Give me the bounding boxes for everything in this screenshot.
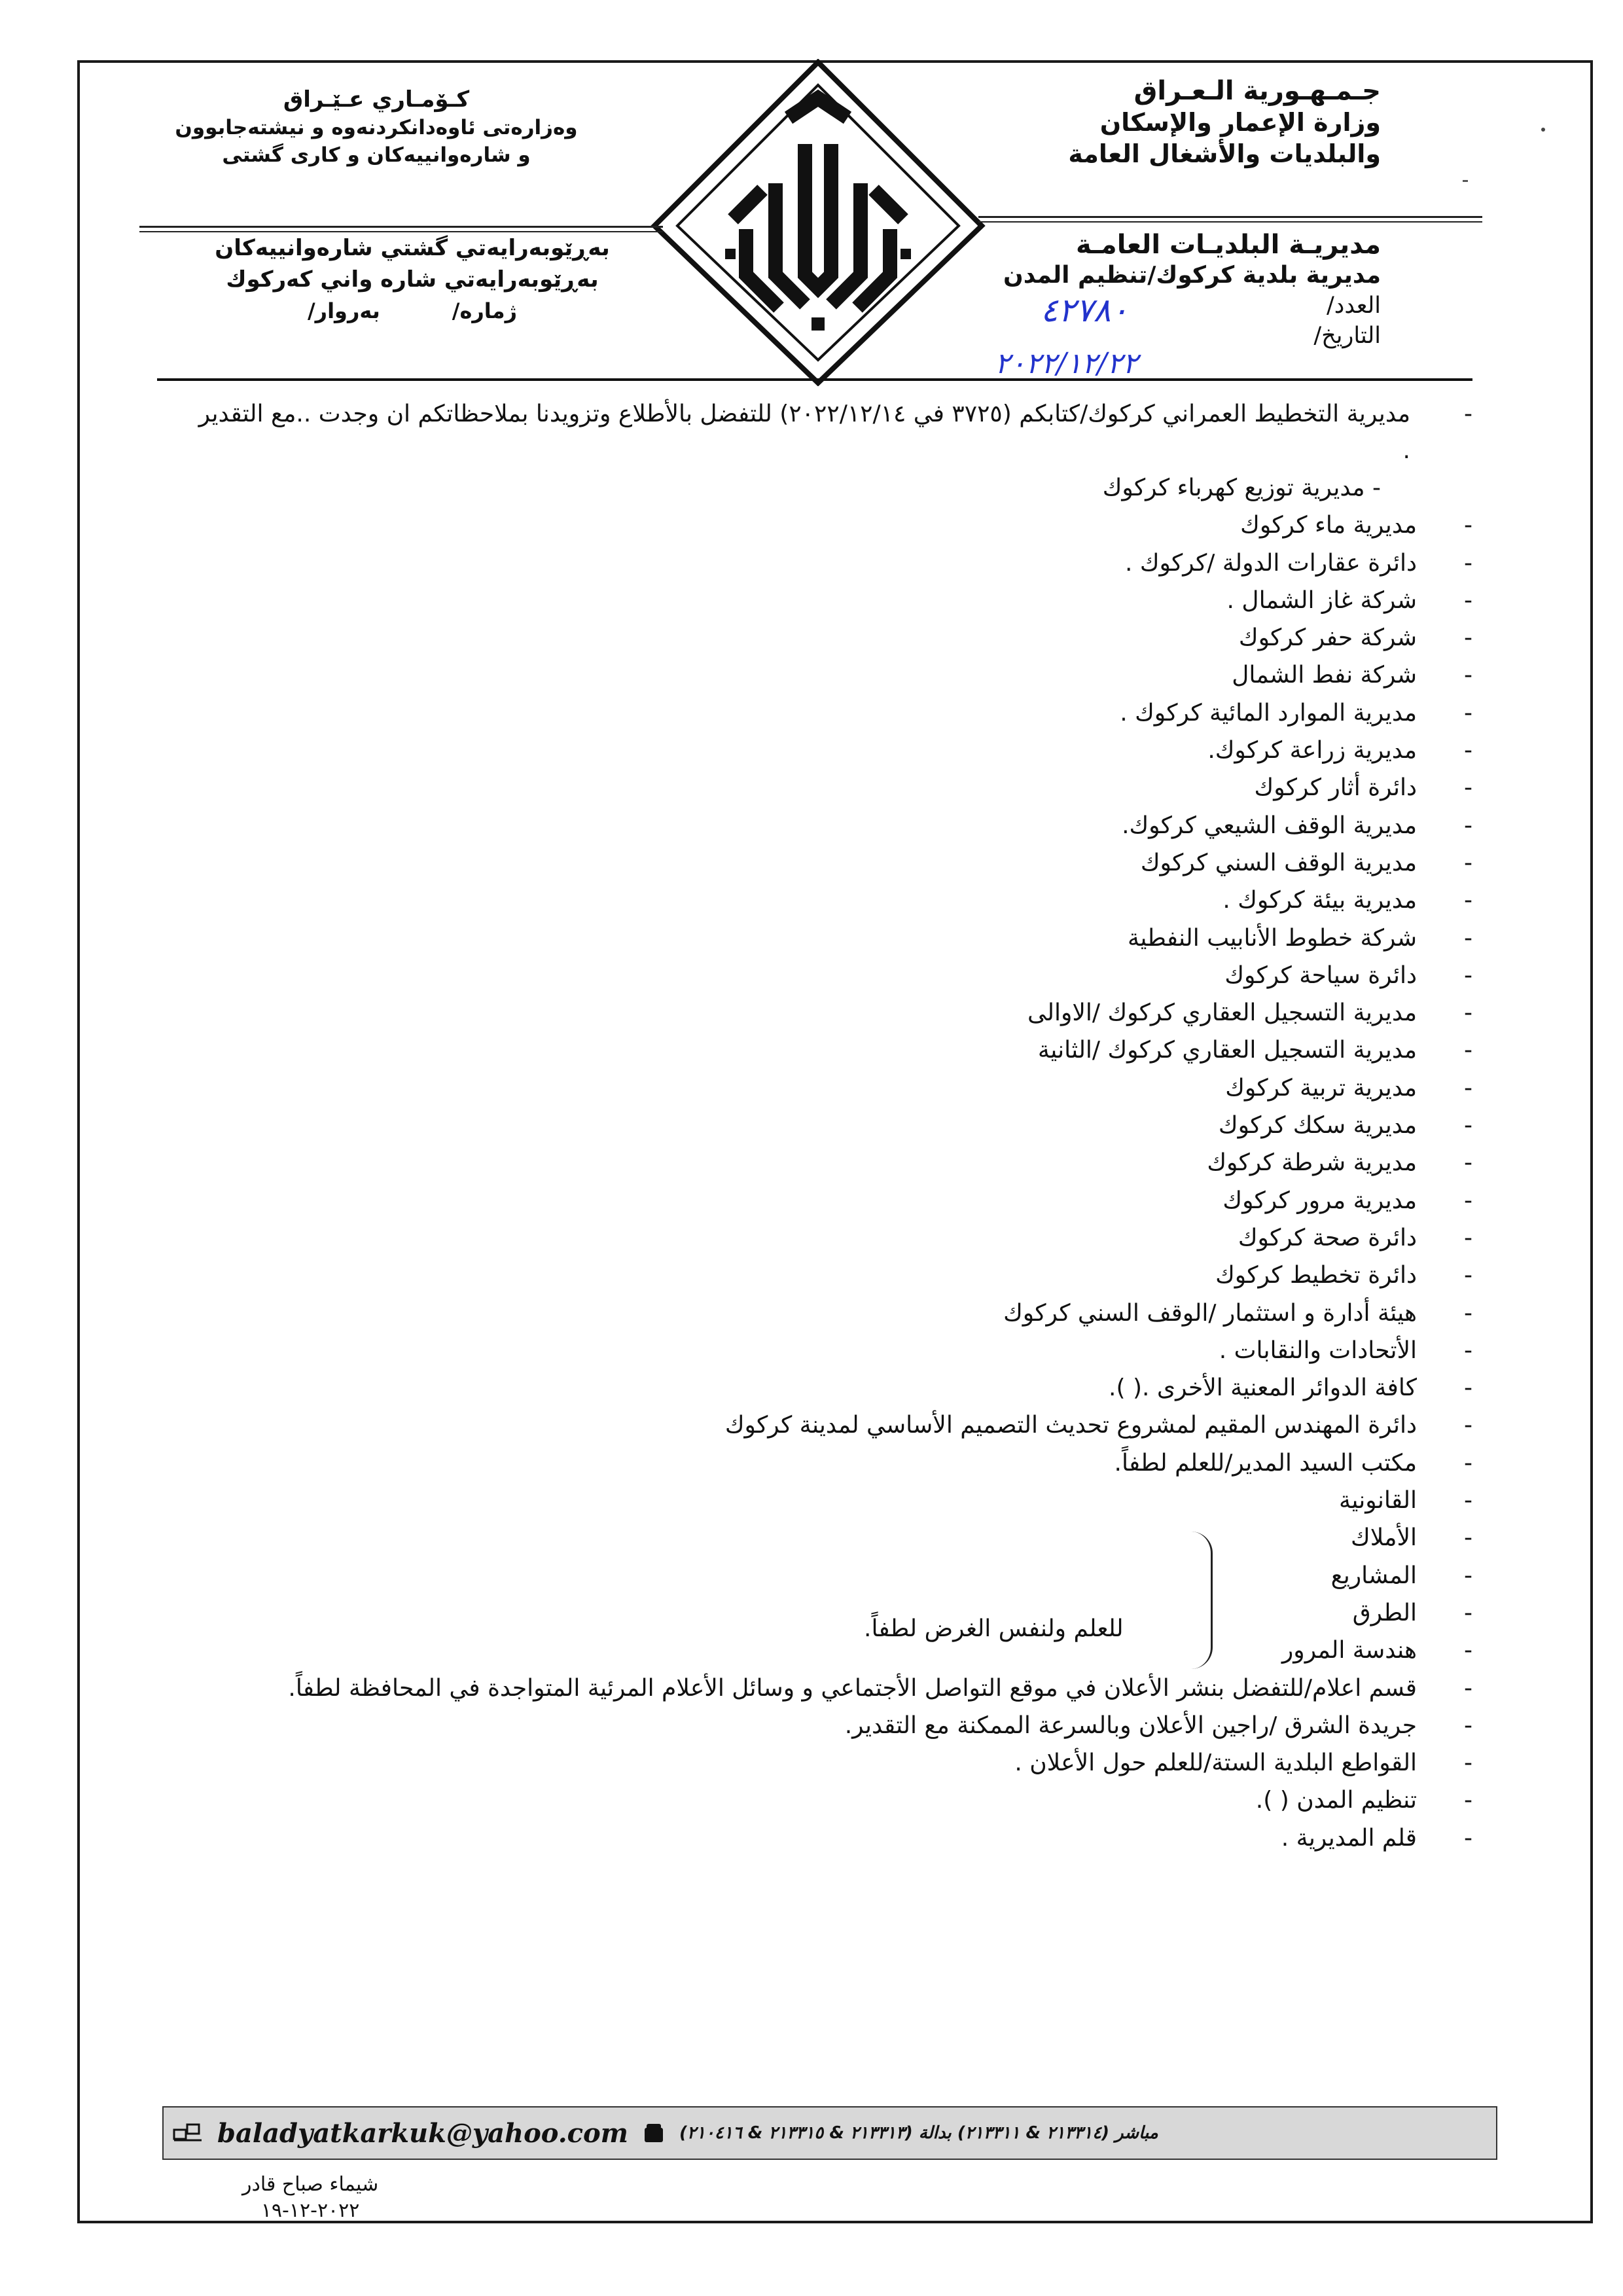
list-item: - مديرية سكك كركوك <box>1218 1112 1472 1139</box>
list-item-text: مديرية التسجيل العقاري كركوك /الثانية <box>1037 1037 1417 1064</box>
list-item: - مديرية شرطة كركوك <box>1207 1149 1472 1177</box>
list-item-text: الطرق <box>1352 1599 1417 1626</box>
list-item-text: كافة الدوائر المعنية الأخرى .( ). <box>1109 1374 1417 1402</box>
list-item-text: مديرية ماء كركوك <box>1240 512 1417 539</box>
list-item: - هيئة أدارة و استثمار /الوقف السني كركوك <box>1003 1299 1472 1327</box>
header-arabic-line2: وزارة الإعمار والإسكان <box>1099 108 1381 137</box>
list-item: - شركة خطوط الأنابيب النفطية <box>1128 924 1472 952</box>
list-item: - القانونية <box>1339 1487 1472 1515</box>
list-item: - الأملاك <box>1351 1524 1472 1552</box>
header-arabic <box>923 75 1381 170</box>
phone-numbers: مباشر (٢١٣٣١٤ & ٢١٣٣١١) بدالة (٢١٣٣١٣ & ٢١٣٣١٥ & ٢١٠٤١٦) <box>679 2123 1158 2143</box>
list-item: - دائرة صحة كركوك <box>1238 1224 1472 1251</box>
list-item-text: القواطع البلدية الستة/للعلم حول الأعلان . <box>1014 1749 1417 1777</box>
list-item-text: هندسة المرور <box>1281 1637 1417 1664</box>
distribution-list <box>196 396 1472 1857</box>
date-label: التاريخ/ <box>1313 323 1381 349</box>
header-rule <box>978 221 1482 223</box>
list-item-text: مديرية مرور كركوك <box>1222 1187 1417 1214</box>
list-item: - مديرية زراعة كركوك. <box>1207 737 1472 764</box>
header-separator <box>157 378 1472 381</box>
kurdish-directorate: بەڕێوبەرایەتي گشتي شارەوانییەکان <box>215 235 610 261</box>
number-label: العدد/ <box>1326 293 1381 319</box>
list-item: - الأتحادات والنقابات . <box>1219 1336 1472 1364</box>
list-item: - المشاريع <box>1330 1562 1472 1589</box>
list-item-text: جريدة الشرق /راجين الأعلان وبالسرعة الممكنة مع التقدير. <box>844 1712 1417 1739</box>
list-item-text: مديرية التخطيط العمراني كركوك/كتابكم (٣٧٢٥ في ٢٠٢٢/١٢/١٤) للتفضل بالأطلاع وتزويدنا بملاحظاتكم ان وجدت ..مع التقدير . <box>198 401 1410 464</box>
header-kurdish-line3: و شارەوانییەکان و کاری گشتی <box>222 143 531 167</box>
grouping-brace <box>1191 1532 1213 1669</box>
list-item-text: مديرية الموارد المائية كركوك . <box>1120 699 1417 726</box>
signer-date: ٢٠٢٢-١٢-١٩ <box>260 2199 360 2222</box>
header-rule <box>978 216 1482 218</box>
signer-name: شيماء صباح قادر <box>242 2173 379 2196</box>
list-item-text: دائرة صحة كركوك <box>1238 1224 1417 1251</box>
handwritten-date: ٢٠٢٢/١٢/٢٢ <box>995 347 1138 380</box>
list-item-text: تنظيم المدن ( ). <box>1255 1787 1417 1814</box>
header-arabic-line1: جـمـهـورية الـعـراق <box>1133 76 1381 106</box>
list-item-text: شركة خطوط الأنابيب النفطية <box>1128 924 1417 952</box>
list-item: - دائرة تخطيط كركوك <box>1215 1262 1472 1289</box>
list-item-text: مديرية التسجيل العقاري كركوك /الاوالى <box>1027 999 1417 1027</box>
municipality-name: مديرية بلدية كركوك/تنظيم المدن <box>1003 262 1381 289</box>
list-item-text: الأملاك <box>1351 1524 1417 1552</box>
list-item: - مديرية الموارد المائية كركوك . <box>1120 699 1472 726</box>
list-item: - مديرية ماء كركوك <box>1240 512 1472 539</box>
list-item: - مديرية بيئة كركوك . <box>1222 887 1472 914</box>
list-item-text: قسم اعلام/للتفضل بنشر الأعلان في موقع التواصل الأجتماعي و وسائل الأعلام المرئية المتواجدة في المحافظة لطفاً. <box>288 1674 1417 1702</box>
subheader-kurdish <box>196 232 628 327</box>
kurdish-number-date <box>196 295 628 327</box>
list-item: - قلم المديرية . <box>1281 1824 1472 1852</box>
list-item: - دائرة عقارات الدولة /كركوك . <box>1125 549 1472 577</box>
list-item: - مديرية الوقف السني كركوك <box>1140 849 1472 876</box>
header-arabic-line3: والبلديات والأشغال العامة <box>1068 139 1381 168</box>
kurdish-number-label: ژمارە/ <box>452 298 518 323</box>
list-item: - الطرق <box>1352 1599 1472 1626</box>
list-item: - القواطع البلدية الستة/للعلم حول الأعلان . <box>1014 1749 1472 1777</box>
contact-footer <box>162 2106 1497 2160</box>
list-item-text: مكتب السيد المدير/للعلم لطفاً. <box>1114 1449 1417 1477</box>
list-item-text: دائرة المهندس المقيم لمشروع تحديث التصميم الأساسي لمدينة كركوك <box>724 1412 1417 1439</box>
signer-block <box>242 2172 378 2224</box>
list-items <box>196 507 1472 1857</box>
list-item: - مكتب السيد المدير/للعلم لطفاً. <box>1114 1449 1472 1477</box>
list-item: - هندسة المرور <box>1281 1637 1472 1664</box>
list-item-text: هيئة أدارة و استثمار /الوقف السني كركوك <box>1003 1299 1417 1327</box>
list-item: - قسم اعلام/للتفضل بنشر الأعلان في موقع التواصل الأجتماعي و وسائل الأعلام المرئية المتواجدة في المحافظة لطفاً. <box>288 1674 1472 1702</box>
list-item-text: مديرية الوقف الشيعي كركوك. <box>1122 812 1417 839</box>
list-item-text: القانونية <box>1339 1487 1417 1515</box>
list-item-text: دائرة أثار كركوك <box>1254 774 1417 802</box>
list-item-text: قلم المديرية . <box>1281 1824 1417 1852</box>
list-item: - دائرة أثار كركوك <box>1254 774 1472 802</box>
list-item-text: مديرية شرطة كركوك <box>1207 1149 1417 1177</box>
list-item: - مديرية التسجيل العقاري كركوك /الاوالى <box>1027 999 1472 1027</box>
kurdish-date-label: بەروار/ <box>307 298 380 323</box>
list-item-text: مديرية بيئة كركوك . <box>1222 887 1417 914</box>
brace-note: للعلم ولنفس الغرض لطفاً. <box>864 1615 1124 1642</box>
list-item-text: شركة نفط الشمال <box>1232 662 1417 689</box>
email-icon <box>173 2123 203 2143</box>
list-item: - دائرة سياحة كركوك <box>1224 961 1472 989</box>
list-item: - تنظيم المدن ( ). <box>1255 1787 1472 1814</box>
kurdish-municipality: بەڕێوبەرایەتي شارە واني كەركوك <box>226 266 599 293</box>
header-kurdish-line1: كـۆمـاري عـێـراق <box>283 86 470 113</box>
list-item-text: مديرية تربية كركوك <box>1225 1074 1417 1102</box>
list-item: - شركة حفر كركوك <box>1238 624 1472 652</box>
scan-speck <box>1541 128 1545 132</box>
list-item: - مديرية التخطيط العمراني كركوك/كتابكم (٣٧٢٥ في ٢٠٢٢/١٢/١٤) للتفضل بالأطلاع وتزويدنا بملاحظاتكم ان وجدت ..مع التقدير . <box>198 401 1472 464</box>
header-kurdish-line2: وەزارەتی ئاوەدانکردنەوە و نیشتەجابوون <box>175 116 578 139</box>
list-item: - مديرية التسجيل العقاري كركوك /الثانية <box>1037 1037 1472 1064</box>
list-item: - كافة الدوائر المعنية الأخرى .( ). <box>1109 1374 1472 1402</box>
list-item <box>196 469 1472 507</box>
list-item: - دائرة المهندس المقيم لمشروع تحديث التصميم الأساسي لمدينة كركوك <box>724 1412 1472 1439</box>
list-item-text: شركة حفر كركوك <box>1238 624 1417 652</box>
scan-speck <box>1463 180 1468 182</box>
handwritten-number: ٤٢٧٨٠ <box>1041 291 1129 329</box>
list-item: - مديرية مرور كركوك <box>1222 1187 1472 1214</box>
email-address[interactable]: baladyatkarkuk@yahoo.com <box>217 2117 629 2149</box>
list-item-text: شركة غاز الشمال . <box>1226 586 1417 614</box>
list-item: - جريدة الشرق /راجين الأعلان وبالسرعة الممكنة مع التقدير. <box>844 1712 1472 1739</box>
list-item: - شركة غاز الشمال . <box>1226 586 1472 614</box>
list-item-text: دائرة سياحة كركوك <box>1224 961 1417 989</box>
list-item: - مديرية تربية كركوك <box>1225 1074 1472 1102</box>
header-kurdish <box>164 85 589 169</box>
list-item-text: دائرة تخطيط كركوك <box>1215 1262 1417 1289</box>
list-item: - مديرية الوقف الشيعي كركوك. <box>1122 812 1472 839</box>
list-item-text: دائرة عقارات الدولة /كركوك . <box>1125 549 1417 577</box>
list-item-text: الأتحادات والنقابات . <box>1219 1336 1417 1364</box>
list-item-text: المشاريع <box>1330 1562 1417 1589</box>
list-item: - شركة نفط الشمال <box>1232 662 1472 689</box>
subheader-arabic <box>923 229 1381 351</box>
list-item-text: مديرية سكك كركوك <box>1218 1112 1417 1139</box>
list-item-text: مديرية الوقف السني كركوك <box>1140 849 1417 876</box>
list-item-text: - مديرية توزيع كهرباء كركوك <box>1102 475 1381 501</box>
phone-icon <box>643 2123 665 2144</box>
header-rule <box>139 226 663 228</box>
list-item-text: مديرية زراعة كركوك. <box>1207 737 1417 764</box>
directorate-name: مديريـة البلديـات العامـة <box>1076 230 1381 260</box>
